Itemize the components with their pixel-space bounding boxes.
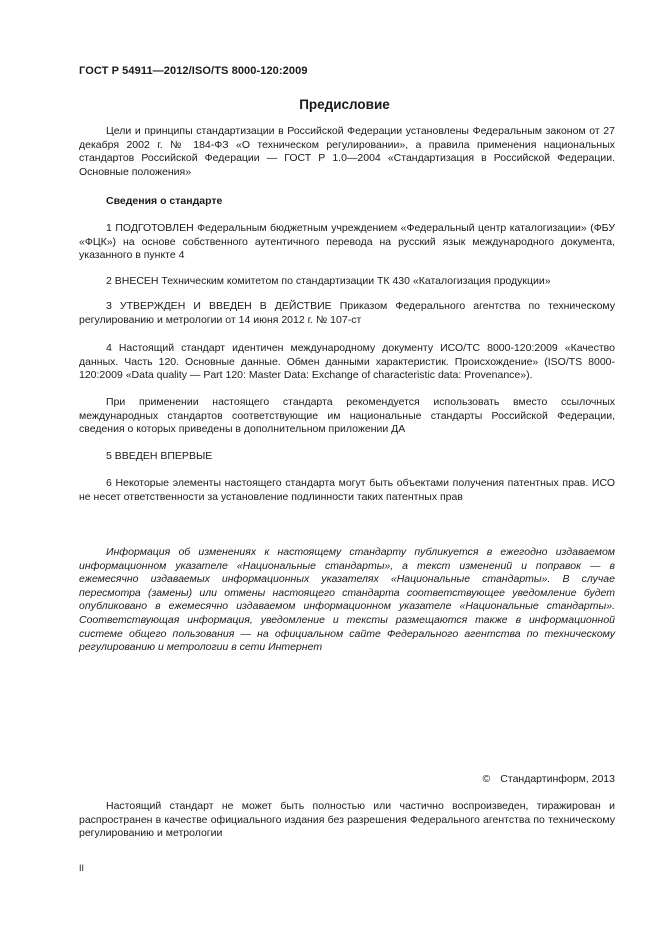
item-6-paragraph: 6 Некоторые элементы настоящего стандарта могут быть объектами получения патентных прав. ИСО не несет ответственности за установление подлинности таких патентных прав xyxy=(79,477,615,503)
item-4-note-paragraph: При применении настоящего стандарта рекомендуется использовать вместо ссылочных международных стандартов соответствующие им национальные стандарты Российской Федерации, сведения о которых приведены в дополнительном приложении ДА xyxy=(79,396,615,436)
page-number: II xyxy=(79,863,85,873)
item-3-paragraph: 3 УТВЕРЖДЕН И ВВЕДЕН В ДЕЙСТВИЕ Приказом Федерального агентства по техническому регулированию и метрологии от 14 июня 2012 г. № 107-ст xyxy=(79,300,615,326)
item-5-paragraph: 5 ВВЕДЕН ВПЕРВЫЕ xyxy=(106,450,213,462)
reproduction-notice-paragraph: Настоящий стандарт не может быть полностью или частично воспроизведен, тиражирован и распространен в качестве официального издания без разрешения Федерального агентства по техническому регулированию и метрологии xyxy=(79,800,615,840)
item-4-paragraph: 4 Настоящий стандарт идентичен международному документу ИСО/TC 8000-120:2009 «Качество данных. Часть 120. Основные данные. Обмен данными характеристик. Происхождение» (ISO/TS 8000-120:2009 «Data quality — Part 120: Master Data: Exchange of characteristic data: Provenance»). xyxy=(79,342,615,382)
info-notice-paragraph: Информация об изменениях к настоящему стандарту публикуется в ежегодно издаваемом информационном указателе «Национальные стандарты», а текст изменений и поправок — в ежемесячно издаваемых информационных указателях «Национальные стандарты». В случае пересмотра (замены) или отмены настоящего стандарта соответствующее уведомление будет опубликовано в ежемесячно издаваемом информационном указателе «Национальные стандарты». Соответствующая информация, уведомление и тексты размещаются также в информационной системе общего пользования — на официальном сайте Федерального агентства по техническому регулированию и метрологии в сети Интернет xyxy=(79,546,615,654)
item-1-paragraph: 1 ПОДГОТОВЛЕН Федеральным бюджетным учреждением «Федеральный центр каталогизации» (ФБУ «ФЦК») на основе собственного аутентичного перевода на русский язык международного документа, указанного в пункте 4 xyxy=(79,222,615,262)
document-header: ГОСТ Р 54911—2012/ISO/TS 8000-120:2009 xyxy=(79,65,308,77)
copyright-line xyxy=(483,773,615,785)
copyright-symbol: © xyxy=(482,773,491,785)
section-subheading: Сведения о стандарте xyxy=(106,195,223,207)
intro-paragraph: Цели и принципы стандартизации в Российской Федерации установлены Федеральным законом от 27 декабря 2002 г. № 184-ФЗ «О техническом регулировании», а правила применения национальных стандартов Российской Федерации — ГОСТ Р 1.0—2004 «Стандартизация в Российской Федерации. Основные положения» xyxy=(79,125,615,178)
copyright-holder: Стандартинформ, 2013 xyxy=(500,773,615,785)
page-title: Предисловие xyxy=(299,97,390,112)
item-2-paragraph: 2 ВНЕСЕН Техническим комитетом по стандартизации ТК 430 «Каталогизация продукции» xyxy=(106,275,551,287)
